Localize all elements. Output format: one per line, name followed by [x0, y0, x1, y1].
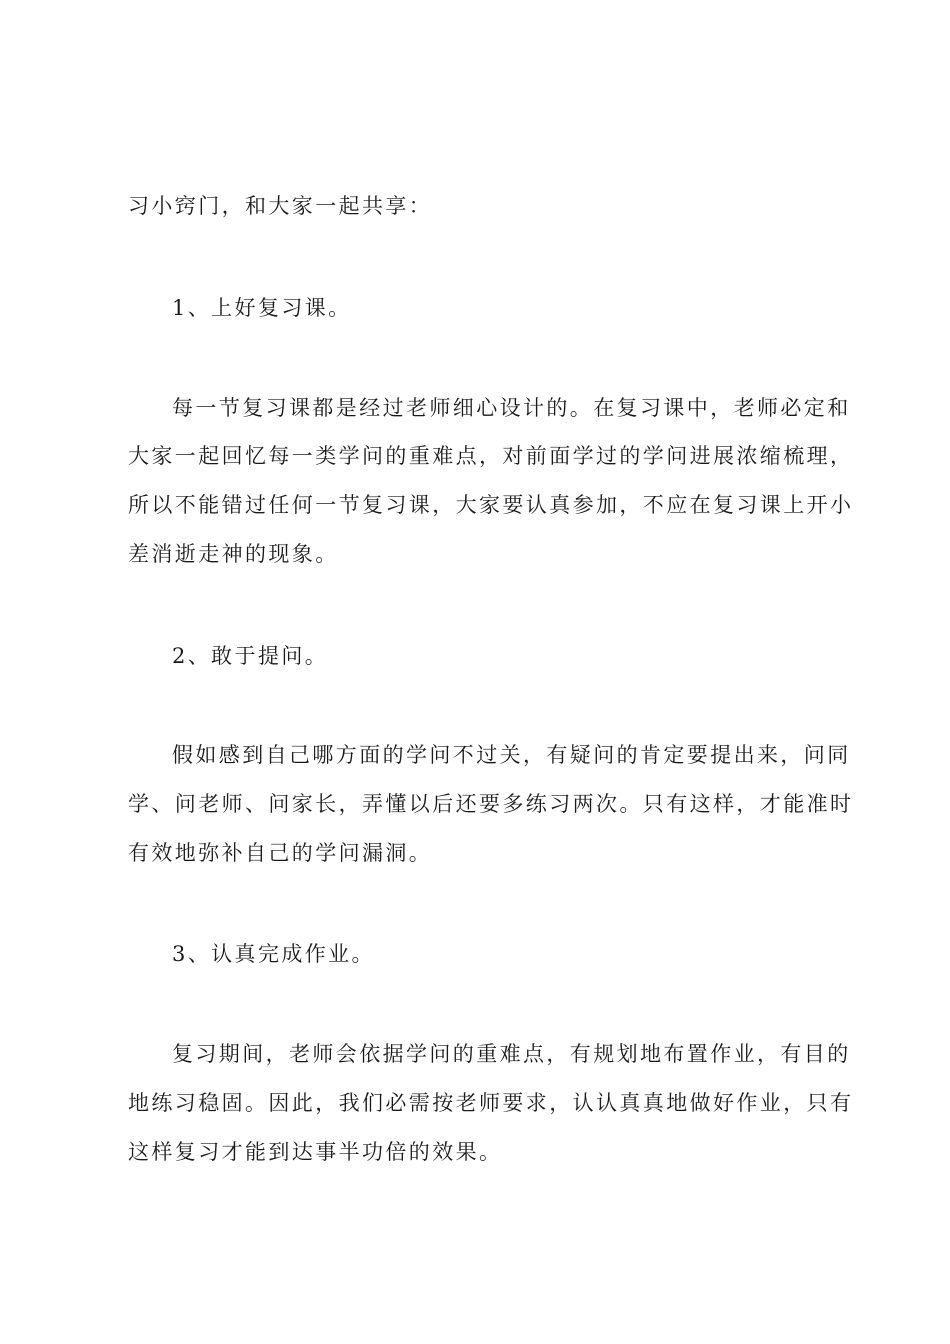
section-1-line-4: 差消逝走神的现象。	[128, 542, 339, 566]
section-1-heading: 1、上好复习课。	[172, 296, 352, 320]
section-2-heading: 2、敢于提问。	[172, 644, 329, 668]
section-2-line-3: 有效地弥补自己的学问漏洞。	[128, 841, 433, 865]
section-2-line-1: 假如感到自己哪方面的学问不过关，有疑问的肯定要提出来，问同	[172, 743, 851, 767]
intro-line: 习小窍门，和大家一起共享：	[128, 194, 433, 218]
section-3-line-3: 这样复习才能到达事半功倍的效果。	[128, 1140, 503, 1164]
section-3-heading: 3、认真完成作业。	[172, 942, 375, 966]
section-3-line-1: 复习期间，老师会依据学问的重难点，有规划地布置作业，有目的	[172, 1042, 851, 1066]
section-2-line-2: 学、问老师、问家长，弄懂以后还要多练习两次。只有这样，才能准时	[128, 792, 854, 816]
section-1-line-2: 大家一起回忆每一类学问的重难点，对前面学过的学问进展浓缩梳理，	[128, 444, 854, 468]
section-3-line-2: 地练习稳固。因此，我们必需按老师要求，认认真真地做好作业，只有	[128, 1091, 854, 1115]
section-1-line-1: 每一节复习课都是经过老师细心设计的。在复习课中，老师必定和	[172, 396, 851, 420]
section-1-line-3: 所以不能错过任何一节复习课，大家要认真参加，不应在复习课上开小	[128, 493, 854, 517]
